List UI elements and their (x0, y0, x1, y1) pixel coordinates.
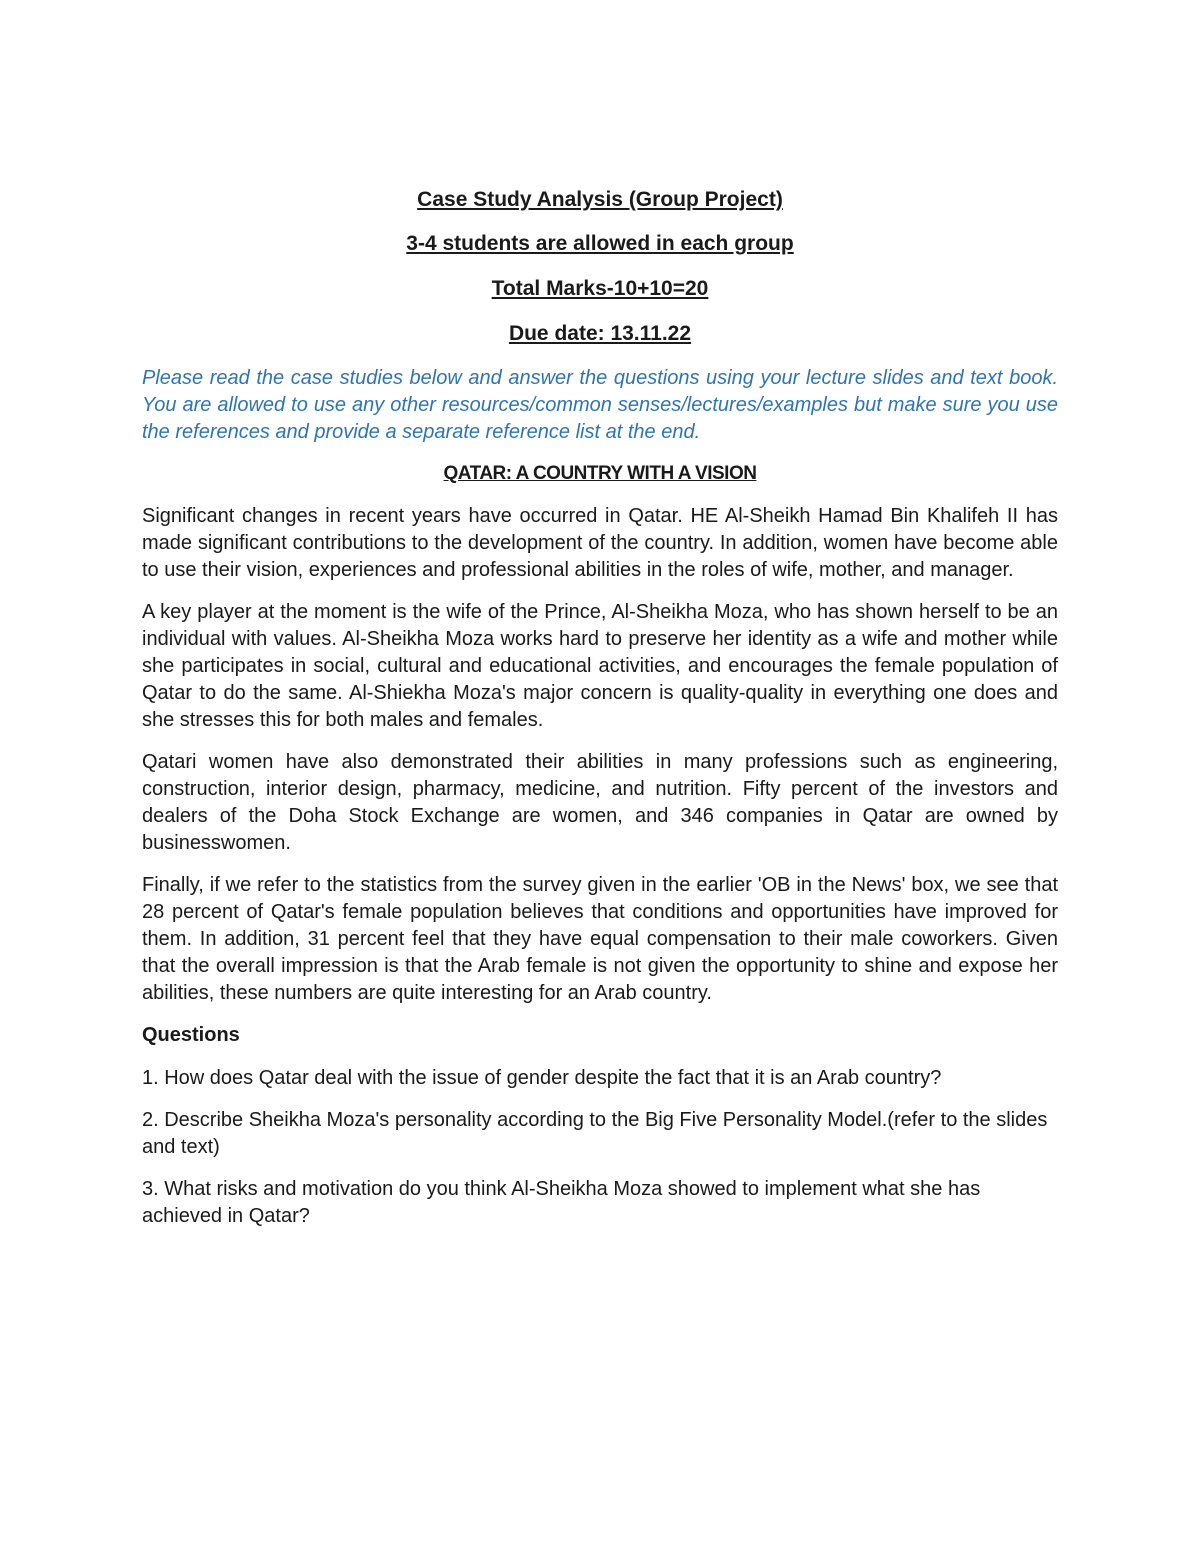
document-page (142, 186, 1058, 1245)
case-paragraph: Finally, if we refer to the statistics from the survey given in the earlier 'OB in the News' box, we see that 28 percent of Qatar's female population believes that conditions and opportunities have improved for them. In addition, 31 percent feel that they have equal compensation to their male coworkers. Given that the overall impression is that the Arab female is not given the opportunity to shine and expose her abilities, these numbers are quite interesting for an Arab country. (142, 874, 1058, 1004)
questions-heading: Questions (142, 1024, 240, 1046)
case-paragraph: Qatari women have also demonstrated their abilities in many professions such as engineering, construction, interior design, pharmacy, medicine, and nutrition. Fifty percent of the investors and dealers of the Doha Stock Exchange are women, and 346 companies in Qatar are owned by businesswomen. (142, 751, 1058, 854)
total-marks-heading: Total Marks-10+10=20 (491, 277, 709, 300)
due-date-heading: Due date: 13.11.22 (508, 322, 692, 345)
question-item: 3. What risks and motivation do you think Al-Sheikha Moza showed to implement what she has achieved in Qatar? (142, 1178, 981, 1227)
document-title: Case Study Analysis (Group Project) (417, 188, 783, 211)
case-paragraph: A key player at the moment is the wife of the Prince, Al-Sheikha Moza, who has shown herself to be an individual with values. Al-Sheikha Moza works hard to preserve her identity as a wife and mother while she participates in social, cultural and educational activities, and encourages the female population of Qatar to do the same. Al-Shiekha Moza's major concern is quality-quality in everything one does and she stresses this for both males and females. (142, 601, 1058, 731)
case-paragraph: Significant changes in recent years have occurred in Qatar. HE Al-Sheikh Hamad Bin Khalifeh II has made significant contributions to the development of the country. In addition, women have become able to use their vision, experiences and professional abilities in the roles of wife, mother, and manager. (142, 505, 1058, 581)
question-item: 1. How does Qatar deal with the issue of gender despite the fact that it is an Arab country? (142, 1067, 942, 1089)
group-size-heading: 3-4 students are allowed in each group (406, 232, 794, 255)
instructions-text: Please read the case studies below and answer the questions using your lecture slides and text book. You are allowed to use any other resources/common senses/lectures/examples but make sure you use the references and provide a separate reference list at the end. (142, 367, 1058, 443)
question-item: 2. Describe Sheikha Moza's personality according to the Big Five Personality Model.(refer to the slides and text) (142, 1109, 1048, 1158)
case-title: QATAR: A COUNTRY WITH A VISION (443, 463, 757, 484)
